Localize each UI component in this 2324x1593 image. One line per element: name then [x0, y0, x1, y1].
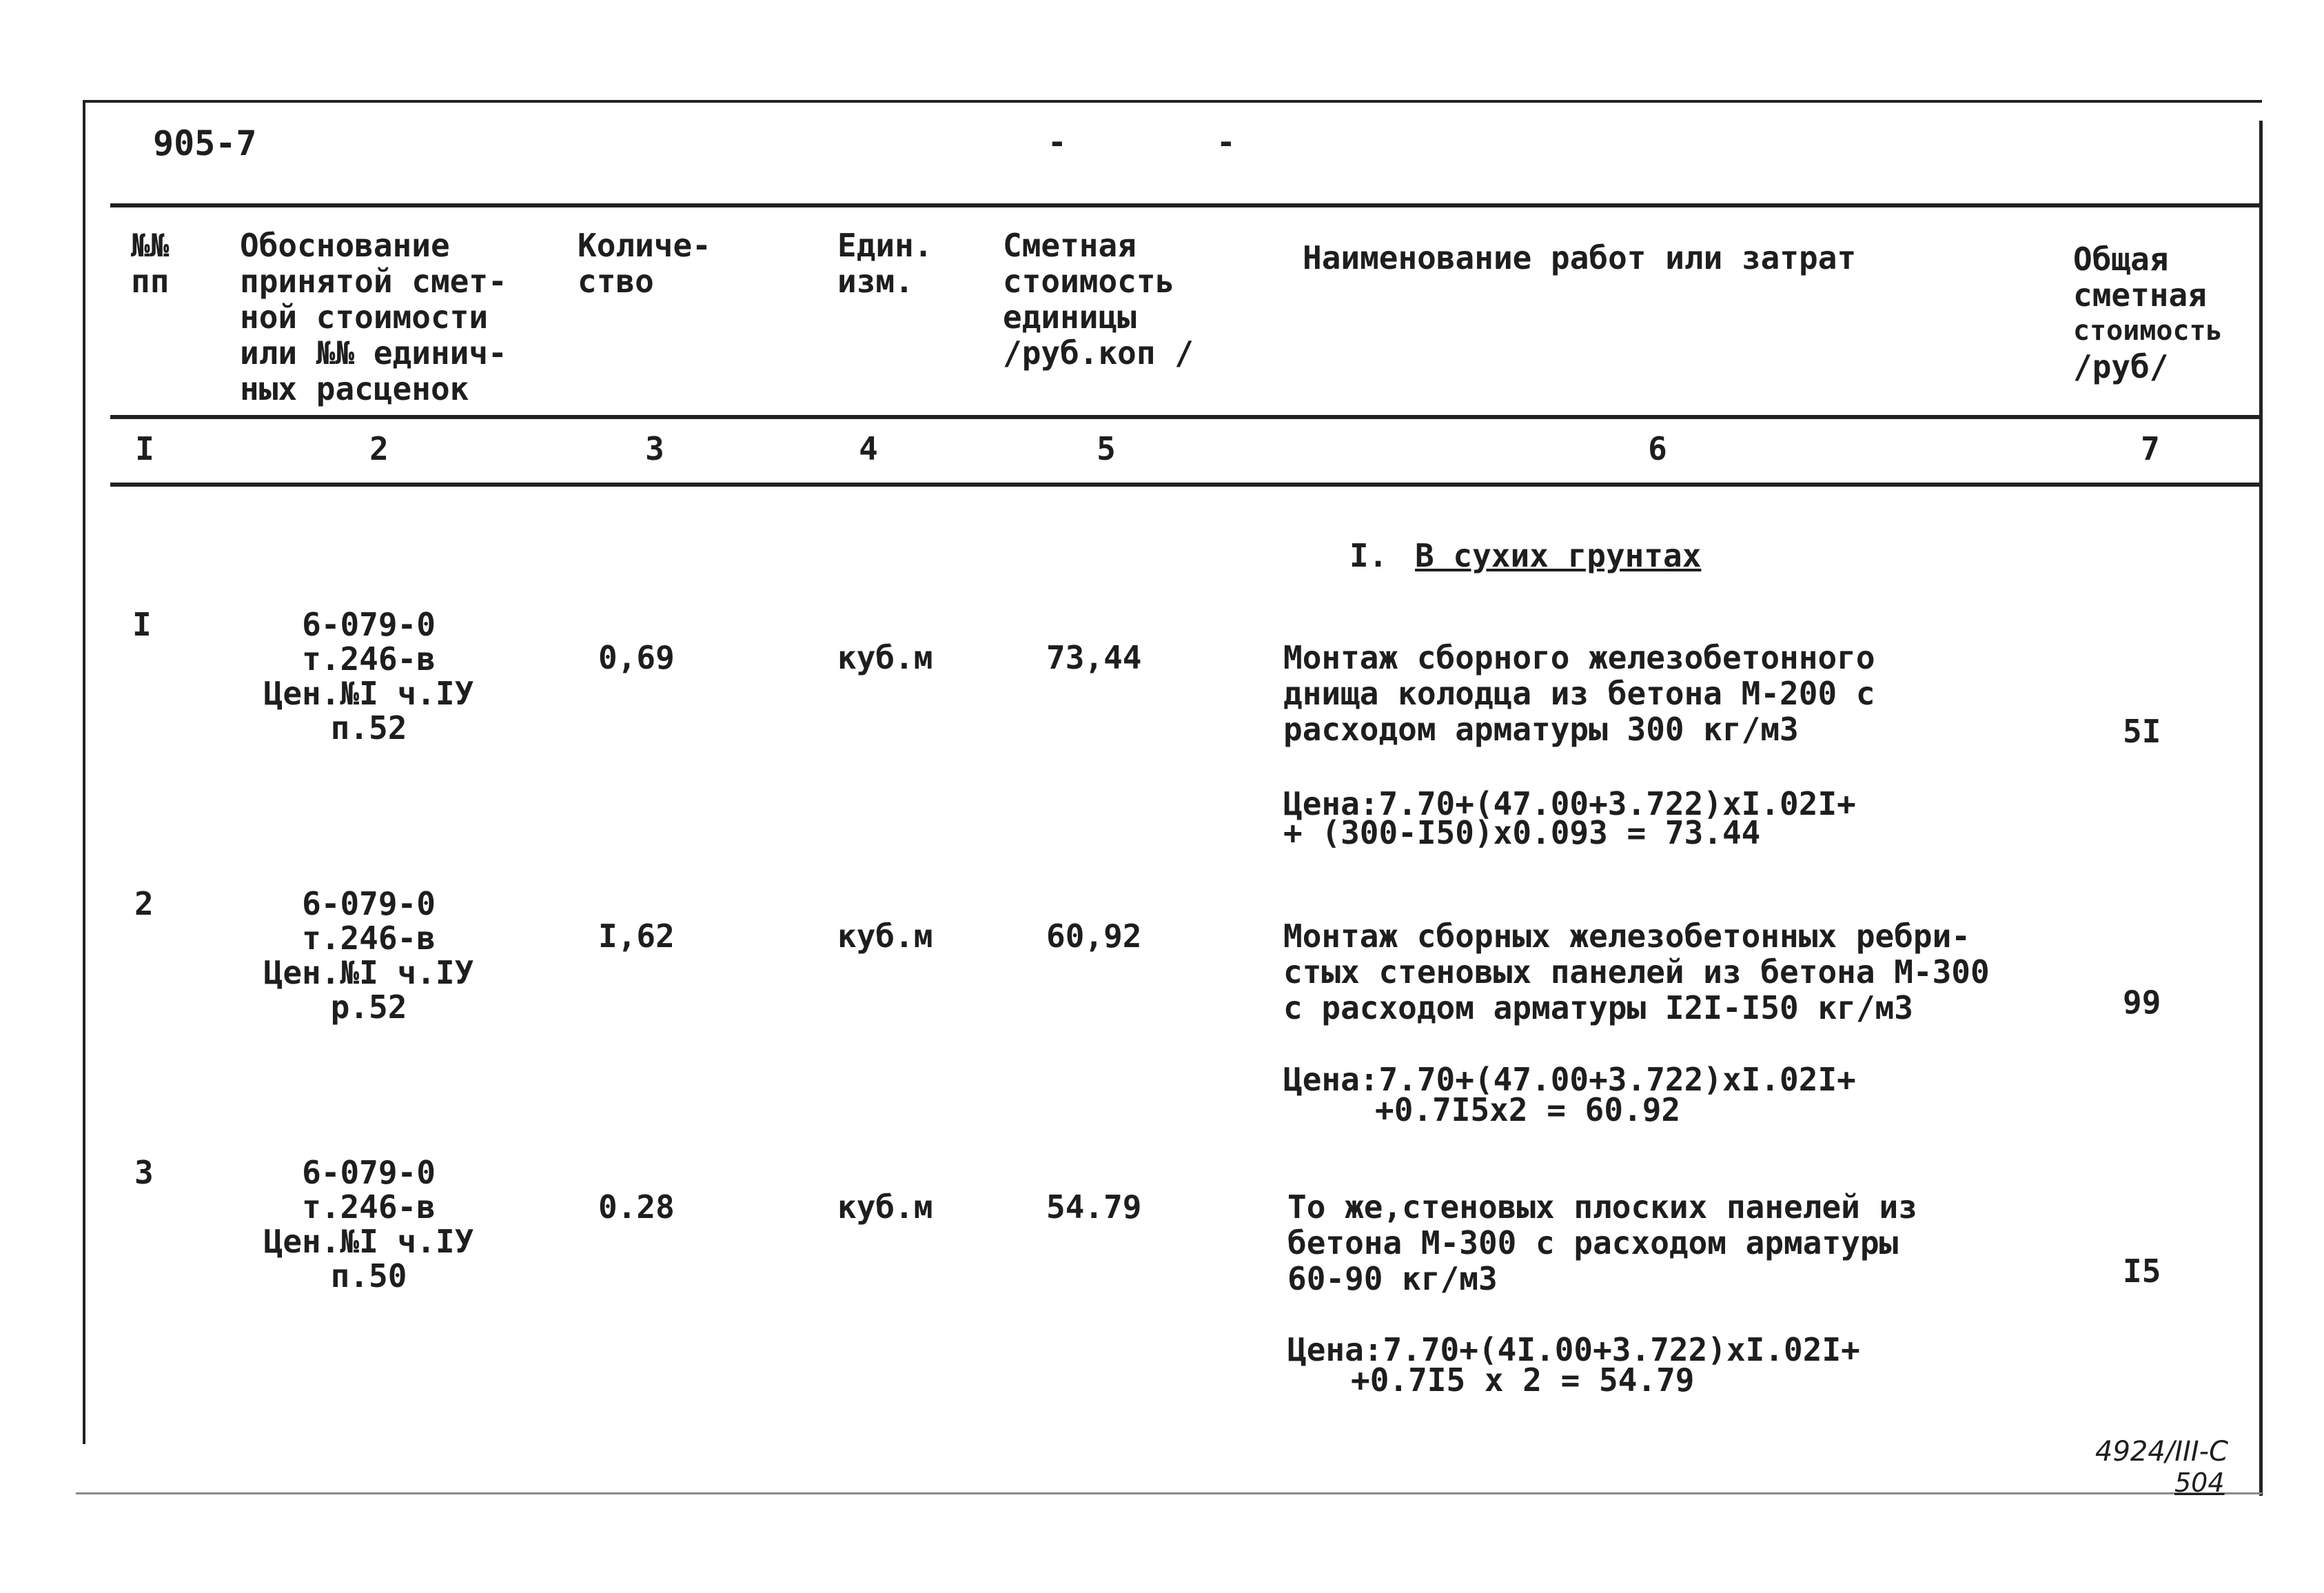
- basis-line: п.50: [330, 1257, 407, 1295]
- header-col2-line: Обоснование: [240, 227, 450, 264]
- basis-line: Цен.№I ч.IУ: [263, 954, 474, 991]
- price-formula-line: +0.7I5x2 = 60.92: [1375, 1091, 1681, 1128]
- basis-line: Цен.№I ч.IУ: [263, 675, 474, 712]
- header-col5-line: Сметная: [1003, 227, 1136, 264]
- quantity: 0,69: [598, 639, 675, 676]
- header-col2-line: принятой смет-: [240, 263, 507, 300]
- price-formula-line: Цена:7.70+(4I.00+3.722)xI.02I+: [1287, 1331, 1860, 1368]
- right-border: [2259, 121, 2263, 1496]
- unit: куб.м: [837, 639, 933, 676]
- left-border: [83, 100, 85, 1444]
- header-bottom-rule: [110, 415, 2262, 419]
- header-col4-line: Един.: [837, 227, 933, 264]
- header-col3-line: Количе-: [578, 227, 711, 264]
- price-formula-line: Цена:7.70+(47.00+3.722)xI.02I+: [1283, 785, 1856, 822]
- header-dash-2: -: [1216, 123, 1236, 161]
- footer-note: 4924/III-С: [2095, 1436, 2229, 1468]
- row-number: 2: [134, 885, 154, 922]
- header-col3-line: ство: [578, 263, 654, 300]
- column-number: I: [135, 430, 154, 467]
- description-line: Монтаж сборного железобетонного: [1283, 639, 1875, 676]
- header-dash-1: -: [1048, 123, 1067, 161]
- column-number: 5: [1097, 430, 1116, 467]
- header-col5-line: стоимость: [1003, 263, 1175, 300]
- row-number: 3: [134, 1154, 154, 1191]
- header-col5-line: /руб.коп /: [1003, 334, 1194, 372]
- header-col7-line: сметная: [2073, 276, 2207, 314]
- price-formula-line: + (300-I50)x0.093 = 73.44: [1283, 814, 1761, 851]
- unit: куб.м: [837, 917, 933, 955]
- price-formula-line: +0.7I5 x 2 = 54.79: [1351, 1361, 1695, 1399]
- basis-line: т.246-в: [302, 1188, 436, 1226]
- header-col2-line: ной стоимости: [240, 298, 489, 336]
- document-code: 905-7: [153, 123, 257, 163]
- numbers-bottom-rule: [110, 483, 2262, 487]
- total-cost: 5I: [2123, 713, 2161, 750]
- description-line: бетона М-300 с расходом арматуры: [1287, 1224, 1899, 1261]
- description-line: Монтаж сборных железобетонных ребри-: [1283, 917, 1970, 955]
- bottom-border: [76, 1492, 2262, 1494]
- unit: куб.м: [837, 1188, 933, 1226]
- header-col1-line: пп: [131, 263, 170, 300]
- header-col1-line: №№: [131, 227, 170, 264]
- section-number: I.: [1349, 537, 1388, 574]
- column-number: 3: [645, 430, 664, 467]
- header-col6-line: Наименование работ или затрат: [1303, 239, 1857, 276]
- unit-cost: 60,92: [1046, 917, 1142, 955]
- header-col2-line: ных расценок: [240, 370, 469, 407]
- total-cost: I5: [2123, 1252, 2161, 1290]
- top-border: [83, 100, 2262, 103]
- header-col4-line: изм.: [837, 263, 914, 300]
- description-line: стых стеновых панелей из бетона М-300: [1283, 953, 1990, 991]
- section-title: [1349, 538, 1701, 574]
- description-line: с расходом арматуры I2I-I50 кг/м3: [1283, 989, 1913, 1026]
- column-number: 4: [859, 430, 878, 467]
- basis-line: 6-079-0: [302, 885, 436, 922]
- unit-cost: 54.79: [1046, 1188, 1142, 1226]
- price-formula-line: Цена:7.70+(47.00+3.722)xI.02I+: [1283, 1061, 1856, 1098]
- header-col2-line: или №№ единич-: [240, 334, 507, 372]
- column-number: 6: [1648, 430, 1667, 467]
- column-number: 2: [369, 430, 389, 467]
- description-line: 60-90 кг/м3: [1287, 1260, 1498, 1297]
- basis-line: Цен.№I ч.IУ: [263, 1223, 474, 1260]
- header-col7-line: /руб/: [2073, 348, 2169, 385]
- section-text: В сухих грунтах: [1415, 537, 1702, 574]
- header-col7-line: стоимость: [2073, 315, 2223, 347]
- description-line: То же,стеновых плоских панелей из: [1287, 1188, 1917, 1226]
- basis-line: р.52: [330, 988, 407, 1026]
- quantity: I,62: [598, 917, 675, 955]
- basis-line: 6-079-0: [302, 1154, 436, 1191]
- row-number: I: [132, 606, 152, 643]
- quantity: 0.28: [598, 1188, 675, 1226]
- basis-line: п.52: [330, 709, 407, 747]
- header-col7-line: Общая: [2073, 241, 2169, 278]
- footer-note-number: 504: [2174, 1468, 2225, 1498]
- basis-line: 6-079-0: [302, 606, 436, 643]
- basis-line: т.246-в: [302, 920, 436, 957]
- header-top-rule: [110, 203, 2262, 207]
- total-cost: 99: [2123, 984, 2161, 1021]
- description-line: расходом арматуры 300 кг/м3: [1283, 711, 1799, 748]
- description-line: днища колодца из бетона М-200 с: [1283, 675, 1875, 712]
- unit-cost: 73,44: [1046, 639, 1142, 676]
- column-number: 7: [2141, 430, 2160, 467]
- basis-line: т.246-в: [302, 640, 436, 678]
- header-col5-line: единицы: [1003, 298, 1136, 336]
